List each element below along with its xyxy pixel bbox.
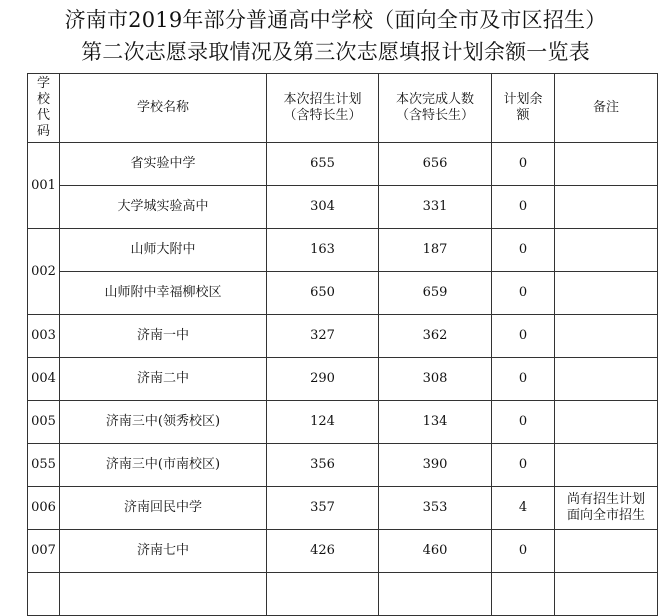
header-plan-line-1: 本次招生计划 [283, 92, 362, 107]
completed-cell: 187 [379, 229, 492, 272]
school-name-cell: 山师附中幸福柳校区 [60, 272, 267, 315]
remaining-cell: 0 [492, 143, 555, 186]
header-plan-line-2: （含特长生） [283, 108, 362, 123]
remaining-cell: 0 [492, 315, 555, 358]
table-row-partial [28, 573, 658, 616]
remaining-cell: 0 [492, 229, 555, 272]
table-row [28, 229, 658, 272]
school-name-cell: 济南二中 [60, 358, 267, 401]
header-code-char: 校 [36, 92, 50, 107]
school-name-cell: 省实验中学 [60, 143, 267, 186]
plan-cell: 356 [267, 444, 379, 487]
table-row [28, 358, 658, 401]
note-cell [555, 358, 658, 401]
header-code-char: 码 [36, 124, 50, 139]
document-title-line-2: 第二次志愿录取情况及第三次志愿填报计划余额一览表 [81, 40, 590, 64]
header-remaining-line-1: 计划余 [503, 92, 543, 107]
school-code-cell: 001 [28, 143, 60, 229]
plan-cell: 124 [267, 401, 379, 444]
school-code-cell: 003 [28, 315, 60, 358]
table-row [28, 444, 658, 487]
remaining-cell: 0 [492, 401, 555, 444]
note-cell [555, 487, 658, 530]
completed-cell: 659 [379, 272, 492, 315]
header-remaining [492, 74, 555, 143]
school-name-cell: 山师大附中 [60, 229, 267, 272]
header-completed-line-2: （含特长生） [395, 108, 474, 123]
note-cell [555, 272, 658, 315]
note-cell [555, 530, 658, 573]
header-completed [379, 74, 492, 143]
school-code-cell: 005 [28, 401, 60, 444]
school-code-cell [28, 573, 60, 616]
remaining-cell: 4 [492, 487, 555, 530]
remaining-cell: 0 [492, 444, 555, 487]
table-row [28, 315, 658, 358]
school-code-cell: 006 [28, 487, 60, 530]
school-name-cell: 济南回民中学 [60, 487, 267, 530]
school-name-cell: 济南三中(领秀校区) [60, 401, 267, 444]
note-cell [555, 143, 658, 186]
header-remaining-line-2: 额 [516, 108, 530, 123]
header-plan [267, 74, 379, 143]
school-code-cell: 002 [28, 229, 60, 315]
completed-cell: 656 [379, 143, 492, 186]
remaining-cell: 0 [492, 186, 555, 229]
admission-table [27, 73, 658, 616]
table-row [28, 272, 658, 315]
plan-cell: 290 [267, 358, 379, 401]
note-cell [555, 401, 658, 444]
plan-cell: 327 [267, 315, 379, 358]
completed-cell: 331 [379, 186, 492, 229]
plan-cell: 426 [267, 530, 379, 573]
table-row [28, 186, 658, 229]
note-cell [555, 444, 658, 487]
plan-cell: 163 [267, 229, 379, 272]
table-row [28, 401, 658, 444]
completed-cell: 308 [379, 358, 492, 401]
plan-cell: 655 [267, 143, 379, 186]
plan-cell: 650 [267, 272, 379, 315]
school-name-cell: 大学城实验高中 [60, 186, 267, 229]
school-code-cell: 055 [28, 444, 60, 487]
completed-cell: 353 [379, 487, 492, 530]
completed-cell: 362 [379, 315, 492, 358]
header-code-char: 学 [36, 76, 50, 91]
table-row [28, 143, 658, 186]
plan-cell [267, 573, 379, 616]
note-cell [555, 315, 658, 358]
school-name-cell: 济南三中(市南校区) [60, 444, 267, 487]
header-note: 备注 [555, 74, 658, 143]
school-name-cell [60, 573, 267, 616]
plan-cell: 304 [267, 186, 379, 229]
school-name-cell: 济南七中 [60, 530, 267, 573]
note-line-2: 面向全市招生 [566, 508, 645, 523]
remaining-cell: 0 [492, 530, 555, 573]
remaining-cell: 0 [492, 358, 555, 401]
header-school-name: 学校名称 [60, 74, 267, 143]
header-school-code [28, 74, 60, 143]
note-line-1: 尚有招生计划 [566, 492, 645, 507]
note-cell [555, 573, 658, 616]
header-completed-line-1: 本次完成人数 [395, 92, 474, 107]
completed-cell: 134 [379, 401, 492, 444]
completed-cell [379, 573, 492, 616]
completed-cell: 460 [379, 530, 492, 573]
school-name-cell: 济南一中 [60, 315, 267, 358]
table-header-row [28, 74, 658, 143]
header-code-char: 代 [36, 108, 50, 123]
note-cell [555, 186, 658, 229]
plan-cell: 357 [267, 487, 379, 530]
school-code-cell: 004 [28, 358, 60, 401]
completed-cell: 390 [379, 444, 492, 487]
remaining-cell: 0 [492, 272, 555, 315]
school-code-cell: 007 [28, 530, 60, 573]
note-cell [555, 229, 658, 272]
table-row [28, 530, 658, 573]
table-row [28, 487, 658, 530]
document-title-line-1: 济南市2019年部分普通高中学校（面向全市及市区招生） [64, 8, 607, 32]
remaining-cell [492, 573, 555, 616]
